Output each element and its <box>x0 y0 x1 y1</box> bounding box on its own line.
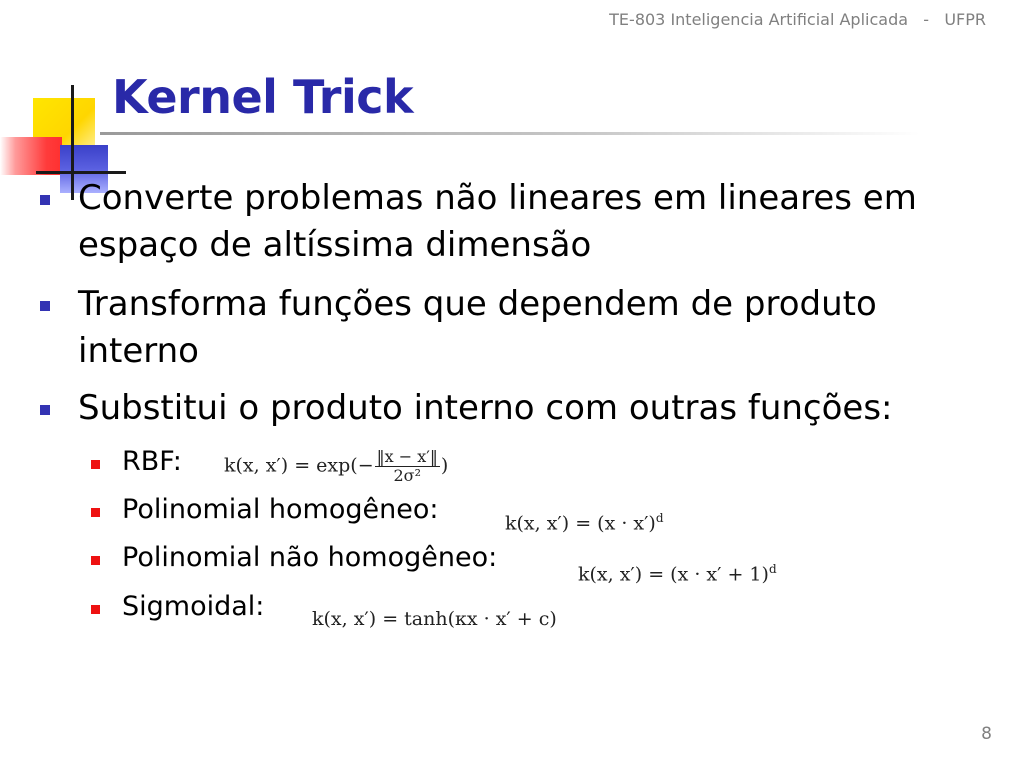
formula-exponent: d <box>655 511 664 525</box>
rbf-formula <box>224 448 448 485</box>
logo-horizontal-line <box>36 171 126 174</box>
formula-numerator: ‖x − x′‖ <box>376 447 438 466</box>
bullet-text: Converte problemas não lineares em lineares em espaço de altíssima dimensão <box>78 178 917 265</box>
sub-bullet-item <box>122 493 438 527</box>
sub-bullet-label: Polinomial não homogêneo: <box>122 542 498 573</box>
sub-bullet-square-icon <box>91 605 100 614</box>
bullet-item <box>78 175 958 269</box>
formula-lhs: k(x, x′) = (x · x′) <box>505 512 656 535</box>
sub-bullet-square-icon <box>91 556 100 565</box>
formula-lhs: k(x, x′) = tanh(κx · x′ + c) <box>312 608 557 630</box>
formula-lhs: k(x, x′) = (x · x′ + 1) <box>578 563 769 586</box>
formula-lhs: k(x, x′) = exp(− <box>224 454 374 477</box>
sub-bullet-label: Polinomial homogêneo: <box>122 494 439 525</box>
logo-red-bar <box>0 137 62 175</box>
bullet-text: Transforma funções que dependem de produto interno <box>78 284 877 371</box>
bullet-square-icon <box>40 195 50 205</box>
course-header: TE-803 Inteligencia Artificial Aplicada - UFPR <box>609 10 986 29</box>
bullet-item <box>78 281 958 375</box>
formula-rhs: ) <box>440 454 449 477</box>
sub-bullet-square-icon <box>91 460 100 469</box>
slide-logo <box>0 40 110 165</box>
sub-bullet-item <box>122 445 182 479</box>
sub-bullet-label: Sigmoidal: <box>122 591 265 622</box>
slide-title: Kernel Trick <box>112 70 414 124</box>
bullet-square-icon <box>40 405 50 415</box>
bullet-item <box>78 385 958 432</box>
formula-fraction <box>375 448 440 485</box>
sub-bullet-square-icon <box>91 508 100 517</box>
sub-bullet-label: RBF: <box>122 446 182 477</box>
formula-denominator: 2σ² <box>393 466 422 485</box>
formula-exponent: d <box>768 562 777 576</box>
polynomial-homogeneous-formula <box>505 511 664 534</box>
sub-bullet-item <box>122 590 264 624</box>
page-number: 8 <box>981 724 992 744</box>
polynomial-nonhomogeneous-formula <box>578 562 777 585</box>
sub-bullet-item <box>122 541 497 575</box>
bullet-text: Substitui o produto interno com outras funções: <box>78 388 893 428</box>
logo-vertical-line <box>71 85 74 200</box>
sigmoid-formula <box>312 608 557 630</box>
title-divider <box>100 132 920 135</box>
bullet-square-icon <box>40 301 50 311</box>
